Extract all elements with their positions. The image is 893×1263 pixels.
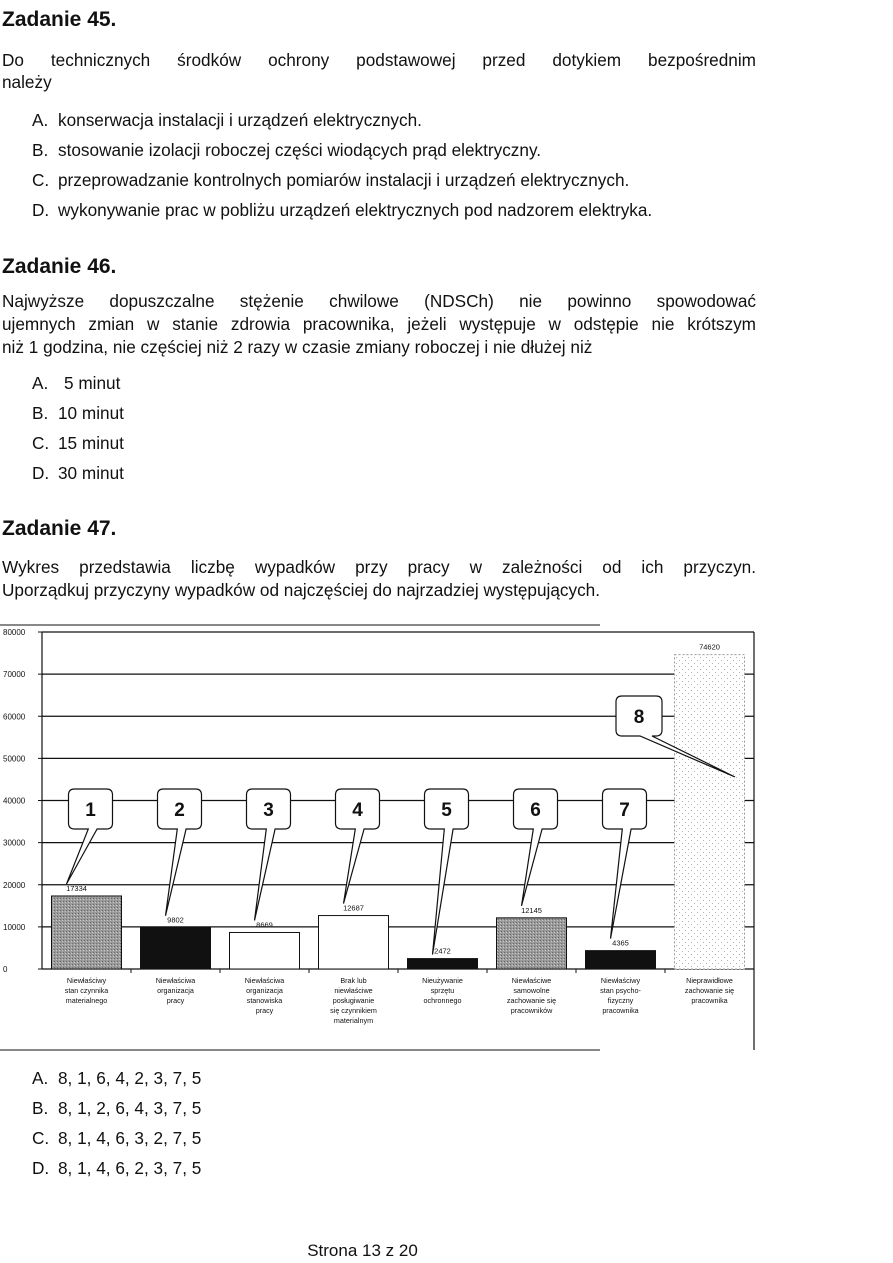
q47-option-a[interactable] [32, 1067, 201, 1089]
bar [497, 918, 567, 969]
bar [675, 655, 745, 969]
option-text: 5 minut [64, 373, 121, 393]
category-label: zachowanie się [506, 996, 557, 1005]
q46-option-a[interactable] [32, 372, 120, 394]
q46-title: Zadanie 46. [2, 255, 117, 278]
category-label: Niewłaściwe [511, 976, 552, 985]
y-tick-label: 40000 [3, 796, 26, 806]
q46-option-c[interactable] [32, 432, 124, 454]
q47-title: Zadanie 47. [2, 517, 117, 540]
bar [319, 916, 389, 969]
category-label: posługiwanie [332, 996, 375, 1005]
category-label: materialnego [65, 996, 108, 1005]
q47-option-c[interactable] [32, 1127, 201, 1149]
q46-option-b[interactable] [32, 402, 124, 424]
q46-text-line1: Najwyższe dopuszczalne stężenie chwilowe (NDSCh) nie powinno spowodować [2, 291, 756, 311]
category-label: niewłaściwe [334, 986, 373, 995]
category-label: pracownika [602, 1006, 639, 1015]
bar [141, 928, 211, 969]
q45-text-line2: należy [2, 72, 52, 92]
data-label: 17334 [66, 883, 87, 893]
category-label: Niewłaściwa [244, 976, 285, 985]
callout-number: 6 [530, 800, 541, 821]
callout-number: 8 [633, 707, 645, 728]
option-letter: D. [32, 1158, 50, 1178]
q47-option-d[interactable] [32, 1157, 201, 1179]
option-text: konserwacja instalacji i urządzeń elektrycznych. [58, 110, 422, 130]
category-label: sprzętu [430, 986, 455, 995]
category-label: pracowników [510, 1006, 553, 1015]
option-text: 10 minut [58, 403, 124, 423]
category-label: pracy [166, 996, 185, 1005]
data-label: 2472 [434, 946, 451, 956]
category-label: Niewłaściwy [600, 976, 641, 985]
callout-number: 1 [85, 800, 96, 821]
q46-option-d[interactable] [32, 462, 124, 484]
option-letter: D. [32, 200, 50, 220]
callout-number: 4 [352, 800, 363, 821]
category-label: organizacja [246, 986, 283, 995]
option-text: stosowanie izolacji roboczej części wiodących prąd elektryczny. [58, 140, 542, 160]
callout-number: 2 [174, 800, 185, 821]
option-letter: B. [32, 140, 49, 160]
option-text: wykonywanie prac w pobliżu urządzeń elektrycznych pod nadzorem elektryka. [58, 200, 653, 220]
q47-text-line1: Wykres przedstawia liczbę wypadków przy pracy w zależności od ich przyczyn. [2, 557, 756, 577]
category-label: stan psycho- [600, 986, 641, 995]
option-letter: C. [32, 170, 50, 190]
option-text: 30 minut [58, 463, 124, 483]
category-label: Niewłaściwy [66, 976, 107, 985]
y-tick-label: 0 [3, 965, 8, 974]
y-tick-label: 10000 [3, 922, 26, 932]
bar-chart-svg [0, 622, 893, 1062]
option-letter: C. [32, 433, 50, 453]
option-text: 8, 1, 4, 6, 2, 3, 7, 5 [58, 1158, 202, 1178]
callout-number: 3 [263, 800, 274, 821]
category-label: zachowanie się [684, 986, 735, 995]
y-tick-label: 70000 [3, 670, 26, 680]
q45-option-b[interactable] [32, 139, 541, 161]
y-tick-label: 80000 [3, 628, 26, 637]
option-text: 8, 1, 2, 6, 4, 3, 7, 5 [58, 1098, 202, 1118]
category-label: stan czynnika [64, 986, 109, 995]
data-label: 9802 [167, 915, 184, 925]
option-text: 8, 1, 6, 4, 2, 3, 7, 5 [58, 1068, 202, 1088]
option-text: 15 minut [58, 433, 124, 453]
data-label: 4365 [612, 938, 629, 948]
q47-text-line2: Uporządkuj przyczyny wypadków od najczęściej do najrzadziej występujących. [2, 580, 601, 600]
category-label: organizacja [157, 986, 194, 995]
bar [408, 959, 478, 969]
q45-title: Zadanie 45. [2, 8, 117, 31]
option-text: przeprowadzanie kontrolnych pomiarów instalacji i urządzeń elektrycznych. [58, 170, 630, 190]
option-letter: A. [32, 373, 49, 393]
category-label: się czynnikiem [330, 1006, 377, 1015]
category-label: samowolne [513, 986, 550, 995]
category-label: pracownika [691, 996, 728, 1005]
category-label: stanowiska [246, 996, 283, 1005]
accident-causes-chart [0, 622, 893, 1062]
bar [586, 951, 656, 969]
option-letter: B. [32, 1098, 49, 1118]
category-label: Brak lub [340, 976, 367, 985]
page-number: Strona 13 z 20 [307, 1241, 418, 1260]
option-letter: A. [32, 110, 49, 130]
bar [52, 896, 122, 969]
y-tick-label: 60000 [3, 712, 26, 722]
category-label: Nieprawidłowe [686, 976, 733, 985]
data-label: 12687 [343, 903, 364, 913]
bar [230, 932, 300, 969]
q45-option-a[interactable] [32, 109, 422, 131]
data-label: 74620 [699, 642, 720, 652]
callout-number: 7 [619, 800, 630, 821]
category-label: ochronnego [423, 996, 462, 1005]
data-label: 12145 [521, 905, 542, 915]
option-letter: B. [32, 403, 49, 423]
q45-option-c[interactable] [32, 169, 629, 191]
option-letter: D. [32, 463, 50, 483]
q45-option-d[interactable] [32, 199, 652, 221]
option-letter: C. [32, 1128, 50, 1148]
category-label: Nieużywanie [422, 976, 463, 985]
category-label: fizyczny [607, 996, 634, 1005]
option-letter: A. [32, 1068, 49, 1088]
category-label: Niewłaściwa [155, 976, 196, 985]
q46-text-line3: niż 1 godzina, nie częściej niż 2 razy w czasie zmiany roboczej i nie dłużej niż [2, 337, 593, 357]
category-label: materialnym [333, 1016, 374, 1025]
callout-number: 5 [441, 800, 452, 821]
y-tick-label: 50000 [3, 754, 26, 764]
q45-text-line1: Do technicznych środków ochrony podstawowej przed dotykiem bezpośrednim [2, 50, 756, 70]
category-label: pracy [255, 1006, 274, 1015]
y-tick-label: 30000 [3, 838, 26, 848]
q47-option-b[interactable] [32, 1097, 201, 1119]
q46-text-line2: ujemnych zmian w stanie zdrowia pracownika, jeżeli występuje w odstępie nie krótszym [2, 314, 756, 334]
y-tick-label: 20000 [3, 880, 26, 890]
option-text: 8, 1, 4, 6, 3, 2, 7, 5 [58, 1128, 202, 1148]
data-label: 8669 [256, 920, 273, 930]
